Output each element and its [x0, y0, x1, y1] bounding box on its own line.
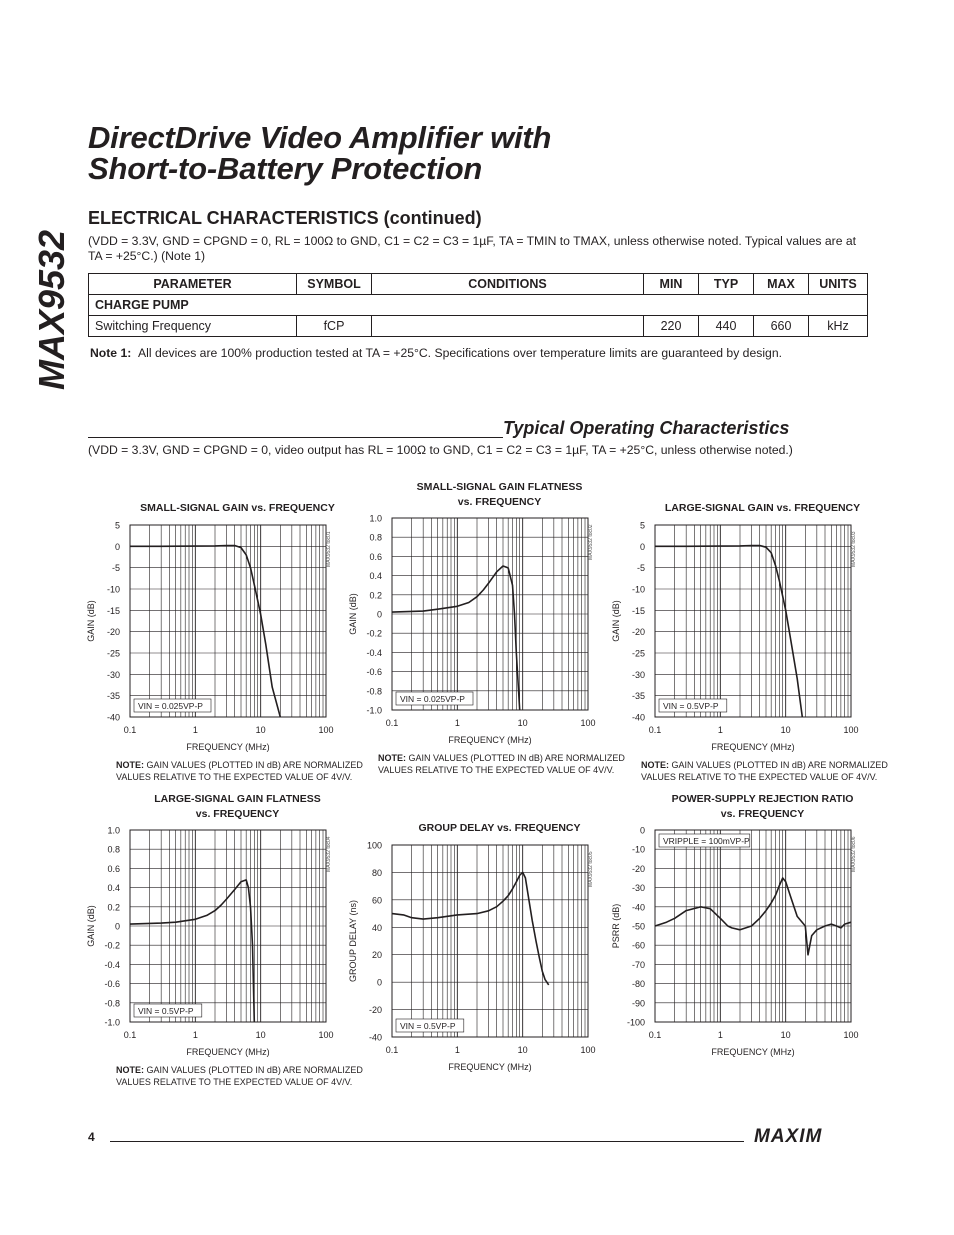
- y-axis-label: GAIN (dB): [611, 600, 621, 642]
- y-tick-label: 0: [376, 977, 382, 988]
- y-tick-label: -0.8: [104, 998, 120, 1009]
- title-line-2: Short-to-Battery Protection: [88, 151, 483, 186]
- y-tick-label: 0.2: [369, 590, 382, 601]
- y-tick-label: -15: [106, 605, 120, 616]
- y-tick-label: -30: [631, 883, 645, 894]
- toc-rule: [88, 437, 503, 438]
- y-tick-label: -60: [631, 940, 645, 951]
- ec-table: [88, 273, 868, 337]
- x-tick-label: 0.1: [385, 1045, 399, 1055]
- y-tick-label: 0.2: [107, 902, 120, 913]
- x-axis-label: FREQUENCY (MHz): [186, 742, 270, 752]
- series-line: [392, 566, 520, 710]
- y-tick-label: -0.2: [366, 628, 382, 639]
- chart-svg: [611, 800, 905, 1070]
- chart-code: MAX9532 toc02: [588, 524, 594, 560]
- y-tick-label: -35: [106, 691, 120, 702]
- y-tick-label: -0.6: [366, 667, 382, 678]
- chart-note-text: GAIN VALUES (PLOTTED IN dB) ARE NORMALIZED VALUES RELATIVE TO THE EXPECTED VALUE OF 4V/V.: [116, 1065, 363, 1087]
- chart-code: MAX9532 toc03: [851, 531, 857, 567]
- x-tick-label: 10: [255, 1030, 266, 1040]
- ec-table-header: [89, 274, 868, 295]
- chart-title-line: vs. FREQUENCY: [457, 496, 542, 508]
- y-tick-label: -70: [631, 959, 645, 970]
- chart-svg: [348, 815, 642, 1085]
- x-tick-label: 10: [780, 725, 791, 735]
- th-parameter: PARAMETER: [89, 274, 297, 295]
- y-axis-label: GROUP DELAY (ns): [348, 899, 358, 983]
- x-tick-label: 1: [192, 725, 198, 735]
- y-tick-label: 0.6: [369, 551, 382, 562]
- y-tick-label: -0.2: [104, 940, 120, 951]
- y-tick-label: 0.6: [107, 863, 120, 874]
- footer-rule: [110, 1141, 744, 1142]
- y-tick-label: -90: [631, 998, 645, 1009]
- chart-note: [116, 1064, 366, 1088]
- chart-note-label: NOTE:: [378, 753, 409, 763]
- annotation-text: VIN = 0.5VP-P: [663, 701, 719, 711]
- y-tick-label: -40: [631, 902, 645, 913]
- series-line: [655, 878, 851, 955]
- annotation-text: VIN = 0.025VP-P: [400, 694, 465, 704]
- chart-note: [116, 759, 366, 783]
- chart-title-line: LARGE-SIGNAL GAIN vs. FREQUENCY: [664, 502, 861, 514]
- chart-title-line: vs. FREQUENCY: [720, 808, 805, 820]
- y-tick-label: -35: [631, 691, 645, 702]
- ec-heading: ELECTRICAL CHARACTERISTICS (continued): [88, 208, 482, 228]
- y-tick-label: -25: [631, 648, 645, 659]
- chart-code: MAX9532 toc05: [588, 851, 594, 887]
- page-number: 4: [88, 1130, 95, 1144]
- plot-frame: [655, 525, 851, 717]
- x-tick-label: 0.1: [648, 1030, 662, 1040]
- chart-note: [378, 752, 628, 776]
- y-tick-label: -1.0: [366, 705, 382, 716]
- y-tick-label: -40: [368, 1032, 382, 1043]
- table-row: [89, 316, 868, 337]
- y-tick-label: 0.4: [107, 883, 120, 894]
- chart-4: [86, 793, 370, 1100]
- y-tick-label: -10: [631, 584, 645, 595]
- y-tick-label: 0.4: [369, 571, 382, 582]
- chart-svg: [86, 495, 380, 765]
- x-tick-label: 0.1: [123, 1030, 137, 1040]
- chart-code: MAX9532 toc01: [326, 531, 332, 567]
- maxim-logo: [754, 1126, 864, 1151]
- y-tick-label: 1.0: [369, 513, 382, 524]
- y-tick-label: -50: [631, 921, 645, 932]
- chart-note-text: GAIN VALUES (PLOTTED IN dB) ARE NORMALIZED VALUES RELATIVE TO THE EXPECTED VALUE OF 4V/V.: [116, 760, 363, 782]
- y-tick-label: -30: [631, 669, 645, 680]
- y-tick-label: -20: [631, 863, 645, 874]
- series-line: [392, 872, 549, 985]
- y-tick-label: 60: [371, 895, 382, 906]
- x-tick-label: 1: [192, 1030, 198, 1040]
- x-tick-label: 100: [318, 725, 334, 735]
- th-typ: TYP: [699, 274, 754, 295]
- chart-title-line: POWER-SUPPLY REJECTION RATIO: [671, 793, 854, 805]
- ec-conditions: (VDD = 3.3V, GND = CPGND = 0, RL = 100Ω to GND, C1 = C2 = C3 = 1µF, TA = TMIN to TMAX, unless otherwise noted. Typical values are at TA = +25°C.) (Note 1): [88, 234, 857, 263]
- chart-svg: [86, 800, 380, 1070]
- y-tick-label: 0: [639, 541, 645, 552]
- chart-1: [86, 495, 370, 795]
- y-axis-label: GAIN (dB): [86, 600, 96, 642]
- y-tick-label: 100: [366, 840, 382, 851]
- chart-note-text: GAIN VALUES (PLOTTED IN dB) ARE NORMALIZED VALUES RELATIVE TO THE EXPECTED VALUE OF 4V/V.: [641, 760, 888, 782]
- chart-6: [611, 793, 895, 1100]
- maxim-logo-text: MAXIM: [754, 1126, 823, 1146]
- y-tick-label: -5: [111, 563, 120, 574]
- annotation-text: VIN = 0.025VP-P: [138, 701, 203, 711]
- x-tick-label: 100: [843, 725, 859, 735]
- chart-2: [348, 481, 632, 788]
- side-part-number: [12, 210, 72, 390]
- chart-svg: [348, 488, 642, 758]
- y-tick-label: 5: [639, 520, 645, 531]
- x-tick-label: 10: [517, 718, 528, 728]
- y-tick-label: 80: [371, 867, 382, 878]
- y-tick-label: -20: [106, 627, 120, 638]
- chart-title-line: SMALL-SIGNAL GAIN FLATNESS: [416, 481, 583, 493]
- y-tick-label: -40: [631, 712, 645, 723]
- y-tick-label: -0.6: [104, 979, 120, 990]
- y-tick-label: -15: [631, 605, 645, 616]
- section-charge-pump: CHARGE PUMP: [89, 295, 868, 316]
- chart-note-label: NOTE:: [641, 760, 672, 770]
- toc-heading: Typical Operating Characteristics: [503, 418, 790, 438]
- cell-conditions: [372, 316, 644, 337]
- y-axis-label: GAIN (dB): [348, 593, 358, 635]
- x-tick-label: 100: [318, 1030, 334, 1040]
- chart-title-line: vs. FREQUENCY: [195, 808, 280, 820]
- th-min: MIN: [644, 274, 699, 295]
- ec-section-row: [89, 295, 868, 316]
- y-tick-label: 5: [114, 520, 120, 531]
- document-title: [88, 122, 551, 184]
- y-tick-label: 0: [114, 921, 120, 932]
- x-tick-label: 0.1: [648, 725, 662, 735]
- y-tick-label: -100: [626, 1017, 645, 1028]
- y-axis-label: PSRR (dB): [611, 903, 621, 949]
- note-1: [90, 346, 782, 360]
- x-axis-label: FREQUENCY (MHz): [711, 1047, 795, 1057]
- y-tick-label: -30: [106, 669, 120, 680]
- x-tick-label: 10: [517, 1045, 528, 1055]
- plot-frame: [130, 525, 326, 717]
- y-tick-label: 20: [371, 950, 382, 961]
- chart-3: [611, 495, 895, 795]
- title-line-1: DirectDrive Video Amplifier with: [88, 120, 552, 155]
- y-tick-label: -10: [106, 584, 120, 595]
- side-part-text: MAX9532: [31, 229, 72, 390]
- y-tick-label: -0.4: [366, 647, 382, 658]
- th-conditions: CONDITIONS: [372, 274, 644, 295]
- chart-note-label: NOTE:: [116, 1065, 147, 1075]
- cell-units: kHz: [809, 316, 868, 337]
- y-tick-label: 40: [371, 922, 382, 933]
- cell-typ: 440: [699, 316, 754, 337]
- x-axis-label: FREQUENCY (MHz): [448, 1062, 532, 1072]
- annotation-text: VIN = 0.5VP-P: [400, 1021, 456, 1031]
- cell-symbol: fCP: [297, 316, 372, 337]
- th-symbol: SYMBOL: [297, 274, 372, 295]
- x-tick-label: 1: [454, 1045, 460, 1055]
- th-units: UNITS: [809, 274, 868, 295]
- y-tick-label: 0.8: [369, 532, 382, 543]
- x-tick-label: 1: [717, 725, 723, 735]
- y-tick-label: -40: [106, 712, 120, 723]
- cell-max: 660: [754, 316, 809, 337]
- toc-conditions: (VDD = 3.3V, GND = CPGND = 0, video output has RL = 100Ω to GND, C1 = C2 = C3 = 1µF, TA = +25°C, unless otherwise noted.): [88, 443, 793, 457]
- x-axis-label: FREQUENCY (MHz): [186, 1047, 270, 1057]
- chart-note-text: GAIN VALUES (PLOTTED IN dB) ARE NORMALIZED VALUES RELATIVE TO THE EXPECTED VALUE OF 4V/V.: [378, 753, 625, 775]
- y-tick-label: 0: [376, 609, 382, 620]
- x-tick-label: 100: [843, 1030, 859, 1040]
- chart-title-line: SMALL-SIGNAL GAIN vs. FREQUENCY: [140, 502, 335, 514]
- x-tick-label: 100: [580, 718, 596, 728]
- y-axis-label: GAIN (dB): [86, 905, 96, 947]
- x-tick-label: 10: [780, 1030, 791, 1040]
- x-tick-label: 0.1: [123, 725, 137, 735]
- chart-note: [641, 759, 891, 783]
- y-tick-label: 1.0: [107, 825, 120, 836]
- x-tick-label: 1: [717, 1030, 723, 1040]
- y-tick-label: 0: [114, 541, 120, 552]
- note-1-label: Note 1:: [90, 346, 132, 360]
- cell-parameter: Switching Frequency: [89, 316, 297, 337]
- series-line: [655, 546, 802, 718]
- chart-code: MAX9532 toc04: [326, 836, 332, 872]
- annotation-text: VRIPPLE = 100mVP-P: [663, 836, 750, 846]
- chart-code: MAX9532 toc06: [851, 836, 857, 872]
- cell-min: 220: [644, 316, 699, 337]
- y-tick-label: 0.8: [107, 844, 120, 855]
- y-tick-label: -80: [631, 979, 645, 990]
- y-tick-label: -1.0: [104, 1017, 120, 1028]
- x-tick-label: 0.1: [385, 718, 399, 728]
- annotation-text: VIN = 0.5VP-P: [138, 1006, 194, 1016]
- y-tick-label: -5: [636, 563, 645, 574]
- y-tick-label: 0: [639, 825, 645, 836]
- chart-note-label: NOTE:: [116, 760, 147, 770]
- x-tick-label: 100: [580, 1045, 596, 1055]
- chart-svg: [611, 495, 905, 765]
- y-tick-label: -25: [106, 648, 120, 659]
- chart-title-line: GROUP DELAY vs. FREQUENCY: [418, 822, 581, 834]
- x-axis-label: FREQUENCY (MHz): [448, 735, 532, 745]
- plot-frame: [392, 845, 588, 1037]
- x-tick-label: 10: [255, 725, 266, 735]
- th-max: MAX: [754, 274, 809, 295]
- y-tick-label: -20: [368, 1005, 382, 1016]
- x-tick-label: 1: [454, 718, 460, 728]
- y-tick-label: -0.4: [104, 959, 120, 970]
- y-tick-label: -10: [631, 844, 645, 855]
- y-tick-label: -20: [631, 627, 645, 638]
- chart-title-line: LARGE-SIGNAL GAIN FLATNESS: [154, 793, 321, 805]
- x-axis-label: FREQUENCY (MHz): [711, 742, 795, 752]
- y-tick-label: -0.8: [366, 686, 382, 697]
- chart-5: [348, 815, 632, 1115]
- note-1-text: All devices are 100% production tested at TA = +25°C. Specifications over temperature limits are guaranteed by design.: [138, 346, 782, 360]
